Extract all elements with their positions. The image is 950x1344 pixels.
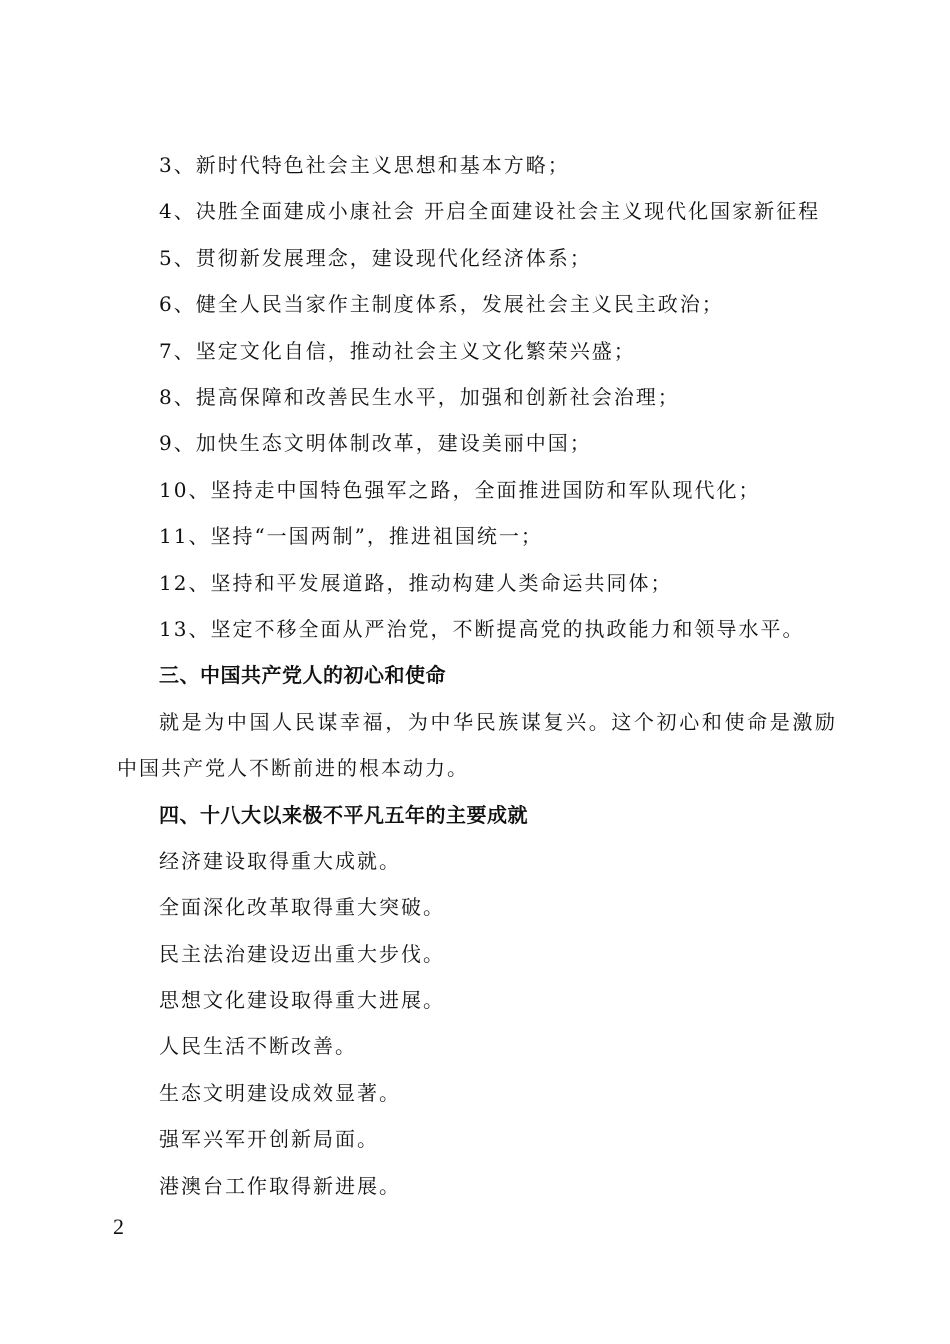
achievement-item: 全面深化改革取得重大突破。 bbox=[159, 895, 445, 920]
list-item: 9、加快生态文明体制改革，建设美丽中国； bbox=[159, 431, 592, 456]
list-item: 4、决胜全面建成小康社会 开启全面建设社会主义现代化国家新征程 bbox=[159, 199, 821, 224]
achievement-item: 思想文化建设取得重大进展。 bbox=[159, 988, 445, 1013]
list-item: 11、坚持“一国两制”，推进祖国统一； bbox=[159, 524, 543, 549]
achievement-item: 人民生活不断改善。 bbox=[159, 1034, 357, 1059]
list-item: 8、提高保障和改善民生水平，加强和创新社会治理； bbox=[159, 384, 680, 409]
list-item: 12、坚持和平发展道路，推动构建人类命运共同体； bbox=[159, 570, 673, 595]
section-heading-3: 三、中国共产党人的初心和使命 bbox=[159, 663, 446, 688]
page-number: 2 bbox=[113, 1214, 124, 1239]
list-item: 5、贯彻新发展理念，建设现代化经济体系； bbox=[159, 245, 592, 270]
page-content bbox=[117, 142, 837, 1209]
achievement-item: 港澳台工作取得新进展。 bbox=[159, 1173, 401, 1198]
list-item: 3、新时代特色社会主义思想和基本方略； bbox=[159, 153, 570, 177]
list-item: 13、坚定不移全面从严治党，不断提高党的执政能力和领导水平。 bbox=[159, 616, 805, 641]
list-item: 10、坚持走中国特色强军之路，全面推进国防和军队现代化； bbox=[159, 477, 761, 502]
list-item: 7、坚定文化自信，推动社会主义文化繁荣兴盛； bbox=[159, 338, 636, 363]
achievement-item: 经济建设取得重大成就。 bbox=[159, 848, 401, 873]
achievement-item: 强军兴军开创新局面。 bbox=[159, 1127, 379, 1152]
achievement-item: 民主法治建设迈出重大步伐。 bbox=[159, 941, 445, 966]
achievement-item: 生态文明建设成效显著。 bbox=[159, 1080, 401, 1105]
section-heading-4: 四、十八大以来极不平凡五年的主要成就 bbox=[159, 802, 528, 827]
section-paragraph-3: 就是为中国人民谋幸福，为中华民族谋复兴。这个初心和使命是激励中国共产党人不断前进的根本动力。 bbox=[117, 709, 837, 781]
list-item: 6、健全人民当家作主制度体系，发展社会主义民主政治； bbox=[159, 292, 724, 317]
